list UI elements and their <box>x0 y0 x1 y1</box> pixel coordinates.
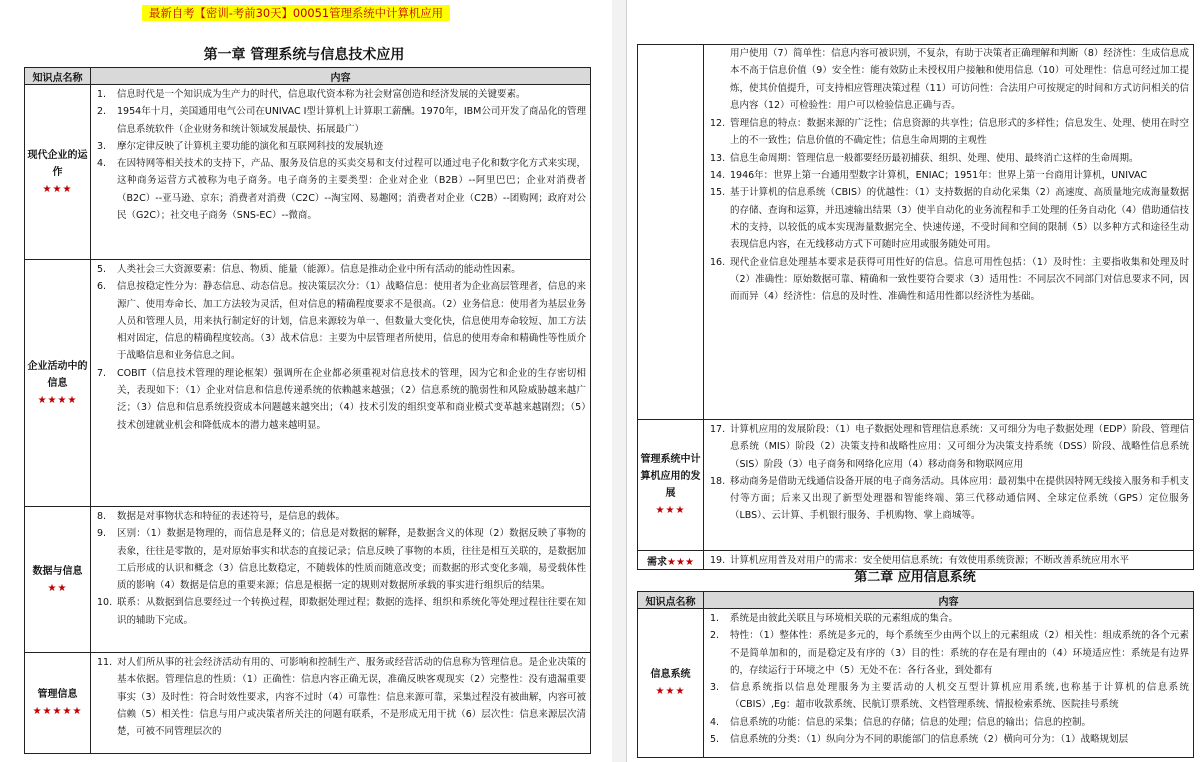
topic-cell <box>638 420 704 551</box>
column-header-topic: 知识点名称 <box>25 68 91 85</box>
right-page <box>626 0 1202 762</box>
topic-name: 需求 <box>647 556 668 568</box>
content-cell <box>704 45 1194 420</box>
topic-name: 数据与信息 <box>32 565 83 577</box>
topic-name: 现代企业的运作 <box>27 149 88 178</box>
list-item: 2. 特性：（1）整体性：系统是多元的，每个系统至少由两个以上的元素组成（2）相关性：组成系统的各个元素不是简单加和的，而是稳定及有序的（3）目的性：系统的存在是有理由的（4）环境适应性：系统是有边界的，存续运行于环境之中（5）无处不在：各行各业，到处都有 <box>710 630 1189 676</box>
content-cell <box>91 260 591 507</box>
importance-stars: ★★ <box>47 582 68 594</box>
list-item: 1. 系统是由彼此关联且与环境相关联的元素组成的集合。 <box>710 613 959 624</box>
list-item: 10. 联系：从数据到信息要经过一个转换过程，即数据处理过程；数据的选择、组织和系统化等处理过程往往要在知识的辅助下完成。 <box>97 597 586 626</box>
list-item: 13. 信息生命周期：管理信息一般都要经历最初捕获、组织、处理、使用、最终消亡这样的生命周期。 <box>710 152 1139 164</box>
list-item: 15. 基于计算机的信息系统（CBIS）的优越性：（1）支持数据的自动化采集（2）高速度、高质量地完成海量数据的存储、查询和运算，并迅速输出结果（3）使半自动化的业务流程和手工处理的任务自动化（4）借助通信技术的支持，以较低的成本实现海量数据完全、快速传递，不受时间和空间的限制（5）以多种方式和途径生动表现信息内容，在无线移动方式下可随时应用或服务随处可用。 <box>710 187 1189 251</box>
continued-text: 用户使用（7）简单性：信息内容可被识别，不复杂，有助于决策者正确理解和判断（8）经济性：生成信息成本不高于信息价值（9）安全性：能有效防止未授权用户接触和使用信息（10）可处理性：信息可经过加工提炼，使其价值提升，可支持相应管理决策过程（11）可访问性：合法用户可按规定的时间和方式访问相关的信息内容（12）可检验性：用户可以检验信息正确与否。 <box>730 48 1189 111</box>
list-item: 14. 1946年：世界上第一台通用型数字计算机，ENIAC；1951年：世界上第一台商用计算机，UNIVAC <box>710 170 1147 182</box>
content-cell <box>704 420 1194 551</box>
list-item: 12. 管理信息的特点：数据来源的广泛性；信息资源的共享性；信息形式的多样性；信息发生、处理、使用在时空上的不一致性；信息价值的不确定性；信息生命周期的主观性 <box>710 118 1189 147</box>
list-item: 18. 移动商务是借助无线通信设备开展的电子商务活动。具体应用：最初集中在提供因特网无线接入服务和手机支付等方面；后来又出现了新型处理器和智能终端、第三代移动通信网、全球定位系统（GPS）定位服务（LBS）、云计算、手机银行服务、手机购物、掌上商城等。 <box>710 475 1189 522</box>
chapter1-table <box>24 67 591 754</box>
list-item: 4. 信息系统的功能：信息的采集；信息的存储；信息的处理；信息的输出；信息的控制。 <box>710 716 1092 728</box>
topic-name: 企业活动中的信息 <box>27 360 88 389</box>
list-item: 5. 信息系统的分类：（1）纵向分为不同的职能部门的信息系统（2）横向可分为：（1）战略规划层 <box>710 734 1129 746</box>
content-cell <box>704 551 1194 570</box>
chapter2-table <box>637 591 1194 758</box>
content-cell <box>704 609 1194 758</box>
topic-cell-blank <box>638 45 704 420</box>
importance-stars: ★★★ <box>42 183 73 195</box>
list-item: 8. 数据是对事物状态和特征的表述符号，是信息的载体。 <box>97 511 346 522</box>
column-header-topic: 知识点名称 <box>638 592 704 609</box>
list-item: 6. 信息按稳定性分为：静态信息、动态信息。按决策层次分：（1）战略信息：使用者为企业高层管理者，信息的来源广、使用寿命长、加工方法较为灵活，但对信息的精确程度要求不是很高。（2）业务信息：使用者为基层业务人员和管理人员，用来执行制定好的计划，信息来源较为单一、但数量大变化快，信息使用寿命较短、加工方法相对固定，信息的精确程度较高。（3）战术信息：主要为中层管理者所使用，信息的使用寿命和精确性等性质介于战略信息和业务信息之间。 <box>97 281 586 362</box>
importance-stars: ★★★ <box>655 505 686 516</box>
list-item: 11. 对人们所从事的社会经济活动有用的、可影响和控制生产、服务或经营活动的信息称为管理信息。是企业决策的基本依据。管理信息的性质：（1）正确性：信息内容正确无误，准确反映客观现实（2）完整性：没有遗漏重要事实（3）及时性：符合时效性要求，内容不过时（4）可靠性：信息来源可靠，采集过程没有被曲解，内容可被信赖（5）相关性：信息与用户或决策者所关注的问题有联系，不是形成无用干扰（6）层次性：信息来源层次清楚，可被不同管理层次的 <box>97 657 586 738</box>
list-item: 4. 在因特网等相关技术的支持下，产品、服务及信息的买卖交易和支付过程可以通过电子化和数字化方式来实现，这种商务运营方式被称为电子商务。电子商务的主要类型：企业对企业（B2B）--阿里巴巴；企业对消费者（B2C）--亚马逊、京东；消费者对消费（C2C）--淘宝网、易趣网；消费者对企业（C2B）--团购网；政府对公民（G2C）；社交电子商务（SNS-EC）--微商。 <box>97 158 586 222</box>
continuation-table <box>637 44 1194 570</box>
list-item: 2. 1954年十月，美国通用电气公司在UNIVAC I型计算机上计算职工薪酬。1970年，IBM公司开发了商品化的管理信息系统软件（企业财务和统计领域发展最快、拓展最广） <box>97 106 586 135</box>
list-item: 5. 人类社会三大资源要素：信息、物质、能量（能源）。信息是推动企业中所有活动的能动性因素。 <box>97 264 521 275</box>
importance-stars: ★★★ <box>655 686 686 697</box>
page-gap <box>612 0 626 762</box>
list-item: 7. COBIT（信息技术管理的理论框架）强调所在企业都必须重视对信息技术的管理，因为它和企业的生存密切相关，表现如下：（1）企业对信息和信息传递系统的依赖越来越强；（2）信息系统的脆弱性和风险威胁越来越广泛；（3）信息和信息系统投资成本问题越来越突出；（4）技术引发的组织变革和商业模式变革越来越剧烈；（5）技术创建就业机会和降低成本的潜力越来越明显。 <box>97 367 586 431</box>
content-cell <box>91 85 591 260</box>
topic-name: 信息系统 <box>650 669 691 680</box>
list-item: 9. 区别：（1）数据是物理的，而信息是释义的；信息是对数据的解释，是数据含义的体现（2）数据反映了事物的表象，往往是零散的，是对原始事实和状态的直接记录；信息反映了事物的本质，往往是相互关联的，是数据加工后形成的认识和概念（3）信息比数稳定，不随载体的性质而随意改变；而数据的形式变化多端，易受载体性质的影响（4）数据是信息的重要来源；信息是根据一定的规则对数据所承载的事实进行组织后的结果。 <box>97 528 586 592</box>
column-header-content: 内容 <box>704 592 1194 609</box>
content-cell <box>91 507 591 653</box>
header-banner: 最新自考【密训-考前30天】00051管理系统中计算机应用 <box>142 5 450 21</box>
topic-cell <box>25 653 91 754</box>
list-item: 16. 现代企业信息处理基本要求是获得可用性好的信息。信息可用性包括：（1）及时性：主要指收集和处理及时（2）准确性：原始数据可靠、精确和一致性要符合要求（3）适用性：不同层次不同部门对信息要求不同，因而而异（4）经济性：信息的及时性、准确性和适用性都以经济性为基础。 <box>710 256 1189 303</box>
chapter1-title: 第一章 管理系统与信息技术应用 <box>203 47 405 63</box>
topic-cell <box>25 260 91 507</box>
list-item: 1. 信息时代是一个知识成为生产力的时代，信息取代资本称为社会财富创造和经济发展的关键要素。 <box>97 89 526 100</box>
chapter2-title: 第二章 应用信息系统 <box>854 570 976 585</box>
topic-cell <box>25 85 91 260</box>
importance-stars: ★★★ <box>667 556 694 568</box>
list-item: 19. 计算机应用普及对用户的需求：安全使用信息系统；有效使用系统资源；不断改善系统应用水平 <box>710 555 1130 566</box>
topic-cell <box>638 551 704 570</box>
topic-name: 管理系统中计算机应用的发展 <box>640 454 701 499</box>
list-item: 3. 信息系统指以信息处理服务为主要活动的人机交互型计算机应用系统,也称基于计算机的信息系统（CBIS）,Eg：超市收款系统、民航订票系统、文档管理系统、情报检索系统、医院挂号系统 <box>710 682 1189 711</box>
list-item: 3. 摩尔定律反映了计算机主要功能的演化和互联网科技的发展轨迹 <box>97 140 384 152</box>
importance-stars: ★★★★ <box>37 394 78 406</box>
topic-cell <box>638 609 704 758</box>
column-header-content: 内容 <box>91 68 591 85</box>
topic-cell <box>25 507 91 653</box>
topic-name: 管理信息 <box>37 689 78 700</box>
list-item: 17. 计算机应用的发展阶段：（1）电子数据处理和管理信息系统：又可细分为电子数据处理（EDP）阶段、管理信息系统（MIS）阶段（2）决策支持和战略性应用：又可细分为决策支持系统（DSS）阶段、战略性信息系统（SIS）阶段（3）电子商务和网络化应用（4）移动商务和物联网应用 <box>710 424 1189 470</box>
importance-stars: ★★★★★ <box>32 706 83 717</box>
content-cell <box>91 653 591 754</box>
